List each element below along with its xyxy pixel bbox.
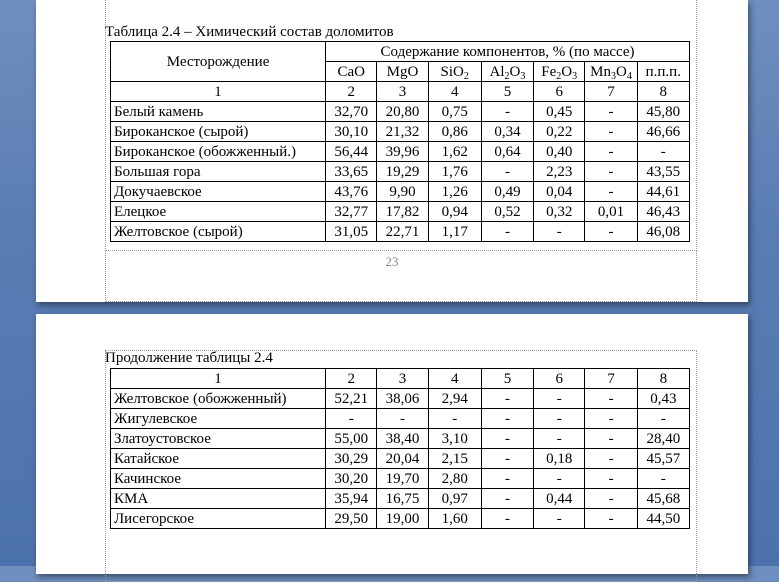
deposit-name: Лисегорское bbox=[111, 509, 326, 529]
formula-part: MgO bbox=[386, 63, 419, 80]
deposit-name: Елецкое bbox=[111, 202, 326, 222]
table-row bbox=[111, 489, 690, 509]
document-page-2 bbox=[36, 314, 748, 574]
value-cell: 0,86 bbox=[428, 122, 481, 142]
value-cell: - bbox=[481, 469, 533, 489]
deposit-name: Желтовское (обожженный) bbox=[111, 389, 326, 409]
value-cell: 0,18 bbox=[534, 449, 585, 469]
formula-part: Al bbox=[489, 63, 505, 80]
value-cell: 0,04 bbox=[534, 182, 585, 202]
value-cell: 46,43 bbox=[637, 202, 689, 222]
value-cell: 16,75 bbox=[377, 489, 428, 509]
value-cell: - bbox=[585, 489, 637, 509]
formula-part: O bbox=[615, 63, 627, 80]
value-cell: 43,55 bbox=[637, 162, 689, 182]
value-cell: - bbox=[585, 122, 637, 142]
value-cell: - bbox=[637, 142, 689, 162]
formula-part: Mn bbox=[590, 63, 611, 80]
value-cell: 56,44 bbox=[326, 142, 377, 162]
deposit-name: Желтовское (сырой) bbox=[111, 222, 326, 242]
column-number: 3 bbox=[377, 369, 428, 389]
deposit-name: Большая гора bbox=[111, 162, 326, 182]
value-cell: 0,75 bbox=[428, 102, 481, 122]
document-page-1 bbox=[36, 0, 748, 302]
value-cell: 0,97 bbox=[428, 489, 481, 509]
column-number: 3 bbox=[377, 82, 428, 102]
value-cell: - bbox=[637, 469, 689, 489]
component-header bbox=[326, 62, 377, 82]
value-cell: - bbox=[481, 509, 533, 529]
value-cell: 44,50 bbox=[637, 509, 689, 529]
value-cell: - bbox=[534, 429, 585, 449]
column-number: 7 bbox=[585, 369, 637, 389]
value-cell: - bbox=[481, 162, 533, 182]
value-cell: - bbox=[585, 509, 637, 529]
column-number: 2 bbox=[326, 369, 377, 389]
value-cell: 2,23 bbox=[534, 162, 585, 182]
column-number: 1 bbox=[111, 369, 326, 389]
table-row bbox=[111, 102, 690, 122]
value-cell: - bbox=[377, 409, 428, 429]
column-number: 1 bbox=[111, 82, 326, 102]
deposit-name: Златоустовское bbox=[111, 429, 326, 449]
value-cell: 0,44 bbox=[534, 489, 585, 509]
value-cell: 1,76 bbox=[428, 162, 481, 182]
value-cell: 44,61 bbox=[637, 182, 689, 202]
table-caption: Таблица 2.4 – Химический состав доломитов bbox=[105, 24, 394, 40]
value-cell: 38,06 bbox=[377, 389, 428, 409]
value-cell: 1,62 bbox=[428, 142, 481, 162]
column-number-row bbox=[111, 82, 690, 102]
value-cell: 0,01 bbox=[585, 202, 637, 222]
value-cell: - bbox=[585, 469, 637, 489]
value-cell: 35,94 bbox=[326, 489, 377, 509]
value-cell: 2,80 bbox=[428, 469, 481, 489]
value-cell: 17,82 bbox=[377, 202, 428, 222]
column-number: 4 bbox=[428, 369, 481, 389]
formula-part: п.п.п. bbox=[645, 63, 681, 80]
value-cell: 0,43 bbox=[637, 389, 689, 409]
column-number: 6 bbox=[534, 82, 585, 102]
value-cell: 20,04 bbox=[377, 449, 428, 469]
table-row bbox=[111, 389, 690, 409]
table-row bbox=[111, 509, 690, 529]
deposit-name: Белый камень bbox=[111, 102, 326, 122]
deposit-name: Качинское bbox=[111, 469, 326, 489]
table-row bbox=[111, 449, 690, 469]
value-cell: - bbox=[585, 222, 637, 242]
deposit-name: КМА bbox=[111, 489, 326, 509]
value-cell: 0,22 bbox=[534, 122, 585, 142]
component-header bbox=[481, 62, 533, 82]
value-cell: 0,32 bbox=[534, 202, 585, 222]
value-cell: 2,15 bbox=[428, 449, 481, 469]
value-cell: - bbox=[481, 102, 533, 122]
deposit-name: Катайское bbox=[111, 449, 326, 469]
formula-subscript: 2 bbox=[463, 70, 469, 82]
value-cell: 2,94 bbox=[428, 389, 481, 409]
value-cell: - bbox=[585, 162, 637, 182]
column-number: 8 bbox=[637, 369, 689, 389]
deposit-name: Жигулевское bbox=[111, 409, 326, 429]
table-row bbox=[111, 162, 690, 182]
value-cell: 30,20 bbox=[326, 469, 377, 489]
value-cell: 30,10 bbox=[326, 122, 377, 142]
table-row bbox=[111, 469, 690, 489]
value-cell: 0,45 bbox=[534, 102, 585, 122]
column-number: 8 bbox=[637, 82, 689, 102]
value-cell: - bbox=[481, 222, 533, 242]
table-row bbox=[111, 429, 690, 449]
formula-part: O bbox=[561, 63, 573, 80]
column-number-row bbox=[111, 369, 690, 389]
value-cell: 0,40 bbox=[534, 142, 585, 162]
value-cell: 43,76 bbox=[326, 182, 377, 202]
value-cell: 31,05 bbox=[326, 222, 377, 242]
table-row bbox=[111, 122, 690, 142]
column-number: 6 bbox=[534, 369, 585, 389]
value-cell: 19,00 bbox=[377, 509, 428, 529]
value-cell: 32,70 bbox=[326, 102, 377, 122]
value-cell: 45,68 bbox=[637, 489, 689, 509]
table-row bbox=[111, 182, 690, 202]
value-cell: 38,40 bbox=[377, 429, 428, 449]
value-cell: 46,08 bbox=[637, 222, 689, 242]
column-number: 7 bbox=[585, 82, 637, 102]
formula-part: O bbox=[509, 63, 521, 80]
value-cell: 19,29 bbox=[377, 162, 428, 182]
column-number: 5 bbox=[481, 82, 533, 102]
value-cell: 21,32 bbox=[377, 122, 428, 142]
deposit-name: Бироканское (сырой) bbox=[111, 122, 326, 142]
table-row bbox=[111, 222, 690, 242]
deposit-header: Месторождение bbox=[111, 42, 326, 82]
value-cell: - bbox=[481, 389, 533, 409]
value-cell: 32,77 bbox=[326, 202, 377, 222]
value-cell: 1,17 bbox=[428, 222, 481, 242]
column-number: 5 bbox=[481, 369, 533, 389]
component-header bbox=[585, 62, 637, 82]
composition-table bbox=[110, 41, 690, 242]
formula-subscript: 4 bbox=[626, 70, 632, 82]
composition-table-continued bbox=[110, 368, 690, 529]
value-cell: - bbox=[428, 409, 481, 429]
formula-subscript: 3 bbox=[520, 70, 526, 82]
value-cell: 0,49 bbox=[481, 182, 533, 202]
deposit-name: Бироканское (обожженный.) bbox=[111, 142, 326, 162]
value-cell: - bbox=[481, 489, 533, 509]
value-cell: 33,65 bbox=[326, 162, 377, 182]
value-cell: - bbox=[637, 409, 689, 429]
formula-subscript: 2 bbox=[556, 70, 562, 82]
value-cell: - bbox=[481, 449, 533, 469]
value-cell: 0,94 bbox=[428, 202, 481, 222]
value-cell: 52,21 bbox=[326, 389, 377, 409]
value-cell: 9,90 bbox=[377, 182, 428, 202]
value-cell: 3,10 bbox=[428, 429, 481, 449]
value-cell: 0,64 bbox=[481, 142, 533, 162]
value-cell: 1,26 bbox=[428, 182, 481, 202]
component-header bbox=[534, 62, 585, 82]
value-cell: 1,60 bbox=[428, 509, 481, 529]
value-cell: - bbox=[534, 222, 585, 242]
value-cell: - bbox=[585, 409, 637, 429]
table-row bbox=[111, 142, 690, 162]
value-cell: 19,70 bbox=[377, 469, 428, 489]
value-cell: - bbox=[585, 142, 637, 162]
value-cell: - bbox=[534, 389, 585, 409]
formula-part: SiO bbox=[440, 63, 464, 80]
value-cell: - bbox=[481, 409, 533, 429]
page-number: 23 bbox=[385, 254, 399, 269]
table-row bbox=[111, 409, 690, 429]
value-cell: 20,80 bbox=[377, 102, 428, 122]
value-cell: 0,52 bbox=[481, 202, 533, 222]
column-number: 2 bbox=[326, 82, 377, 102]
formula-subscript: 2 bbox=[504, 70, 510, 82]
value-cell: 39,96 bbox=[377, 142, 428, 162]
content-group-header: Содержание компонентов, % (по массе) bbox=[326, 42, 690, 62]
value-cell: - bbox=[534, 469, 585, 489]
formula-part: CaO bbox=[337, 63, 365, 80]
value-cell: 29,50 bbox=[326, 509, 377, 529]
value-cell: 46,66 bbox=[637, 122, 689, 142]
value-cell: 30,29 bbox=[326, 449, 377, 469]
column-number: 4 bbox=[428, 82, 481, 102]
formula-subscript: 3 bbox=[572, 70, 578, 82]
value-cell: - bbox=[585, 429, 637, 449]
deposit-name: Докучаевское bbox=[111, 182, 326, 202]
value-cell: - bbox=[326, 409, 377, 429]
formula-part: Fe bbox=[541, 63, 557, 80]
value-cell: - bbox=[585, 102, 637, 122]
value-cell: 28,40 bbox=[637, 429, 689, 449]
value-cell: - bbox=[481, 429, 533, 449]
value-cell: - bbox=[585, 449, 637, 469]
value-cell: 55,00 bbox=[326, 429, 377, 449]
value-cell: 45,57 bbox=[637, 449, 689, 469]
value-cell: 22,71 bbox=[377, 222, 428, 242]
value-cell: 45,80 bbox=[637, 102, 689, 122]
value-cell: - bbox=[585, 389, 637, 409]
table-continuation-caption: Продолжение таблицы 2.4 bbox=[105, 350, 273, 366]
component-header bbox=[428, 62, 481, 82]
component-header bbox=[637, 62, 689, 82]
value-cell: 0,34 bbox=[481, 122, 533, 142]
component-header bbox=[377, 62, 428, 82]
value-cell: - bbox=[534, 409, 585, 429]
table-row bbox=[111, 202, 690, 222]
value-cell: - bbox=[585, 182, 637, 202]
value-cell: - bbox=[534, 509, 585, 529]
formula-subscript: 3 bbox=[610, 70, 616, 82]
